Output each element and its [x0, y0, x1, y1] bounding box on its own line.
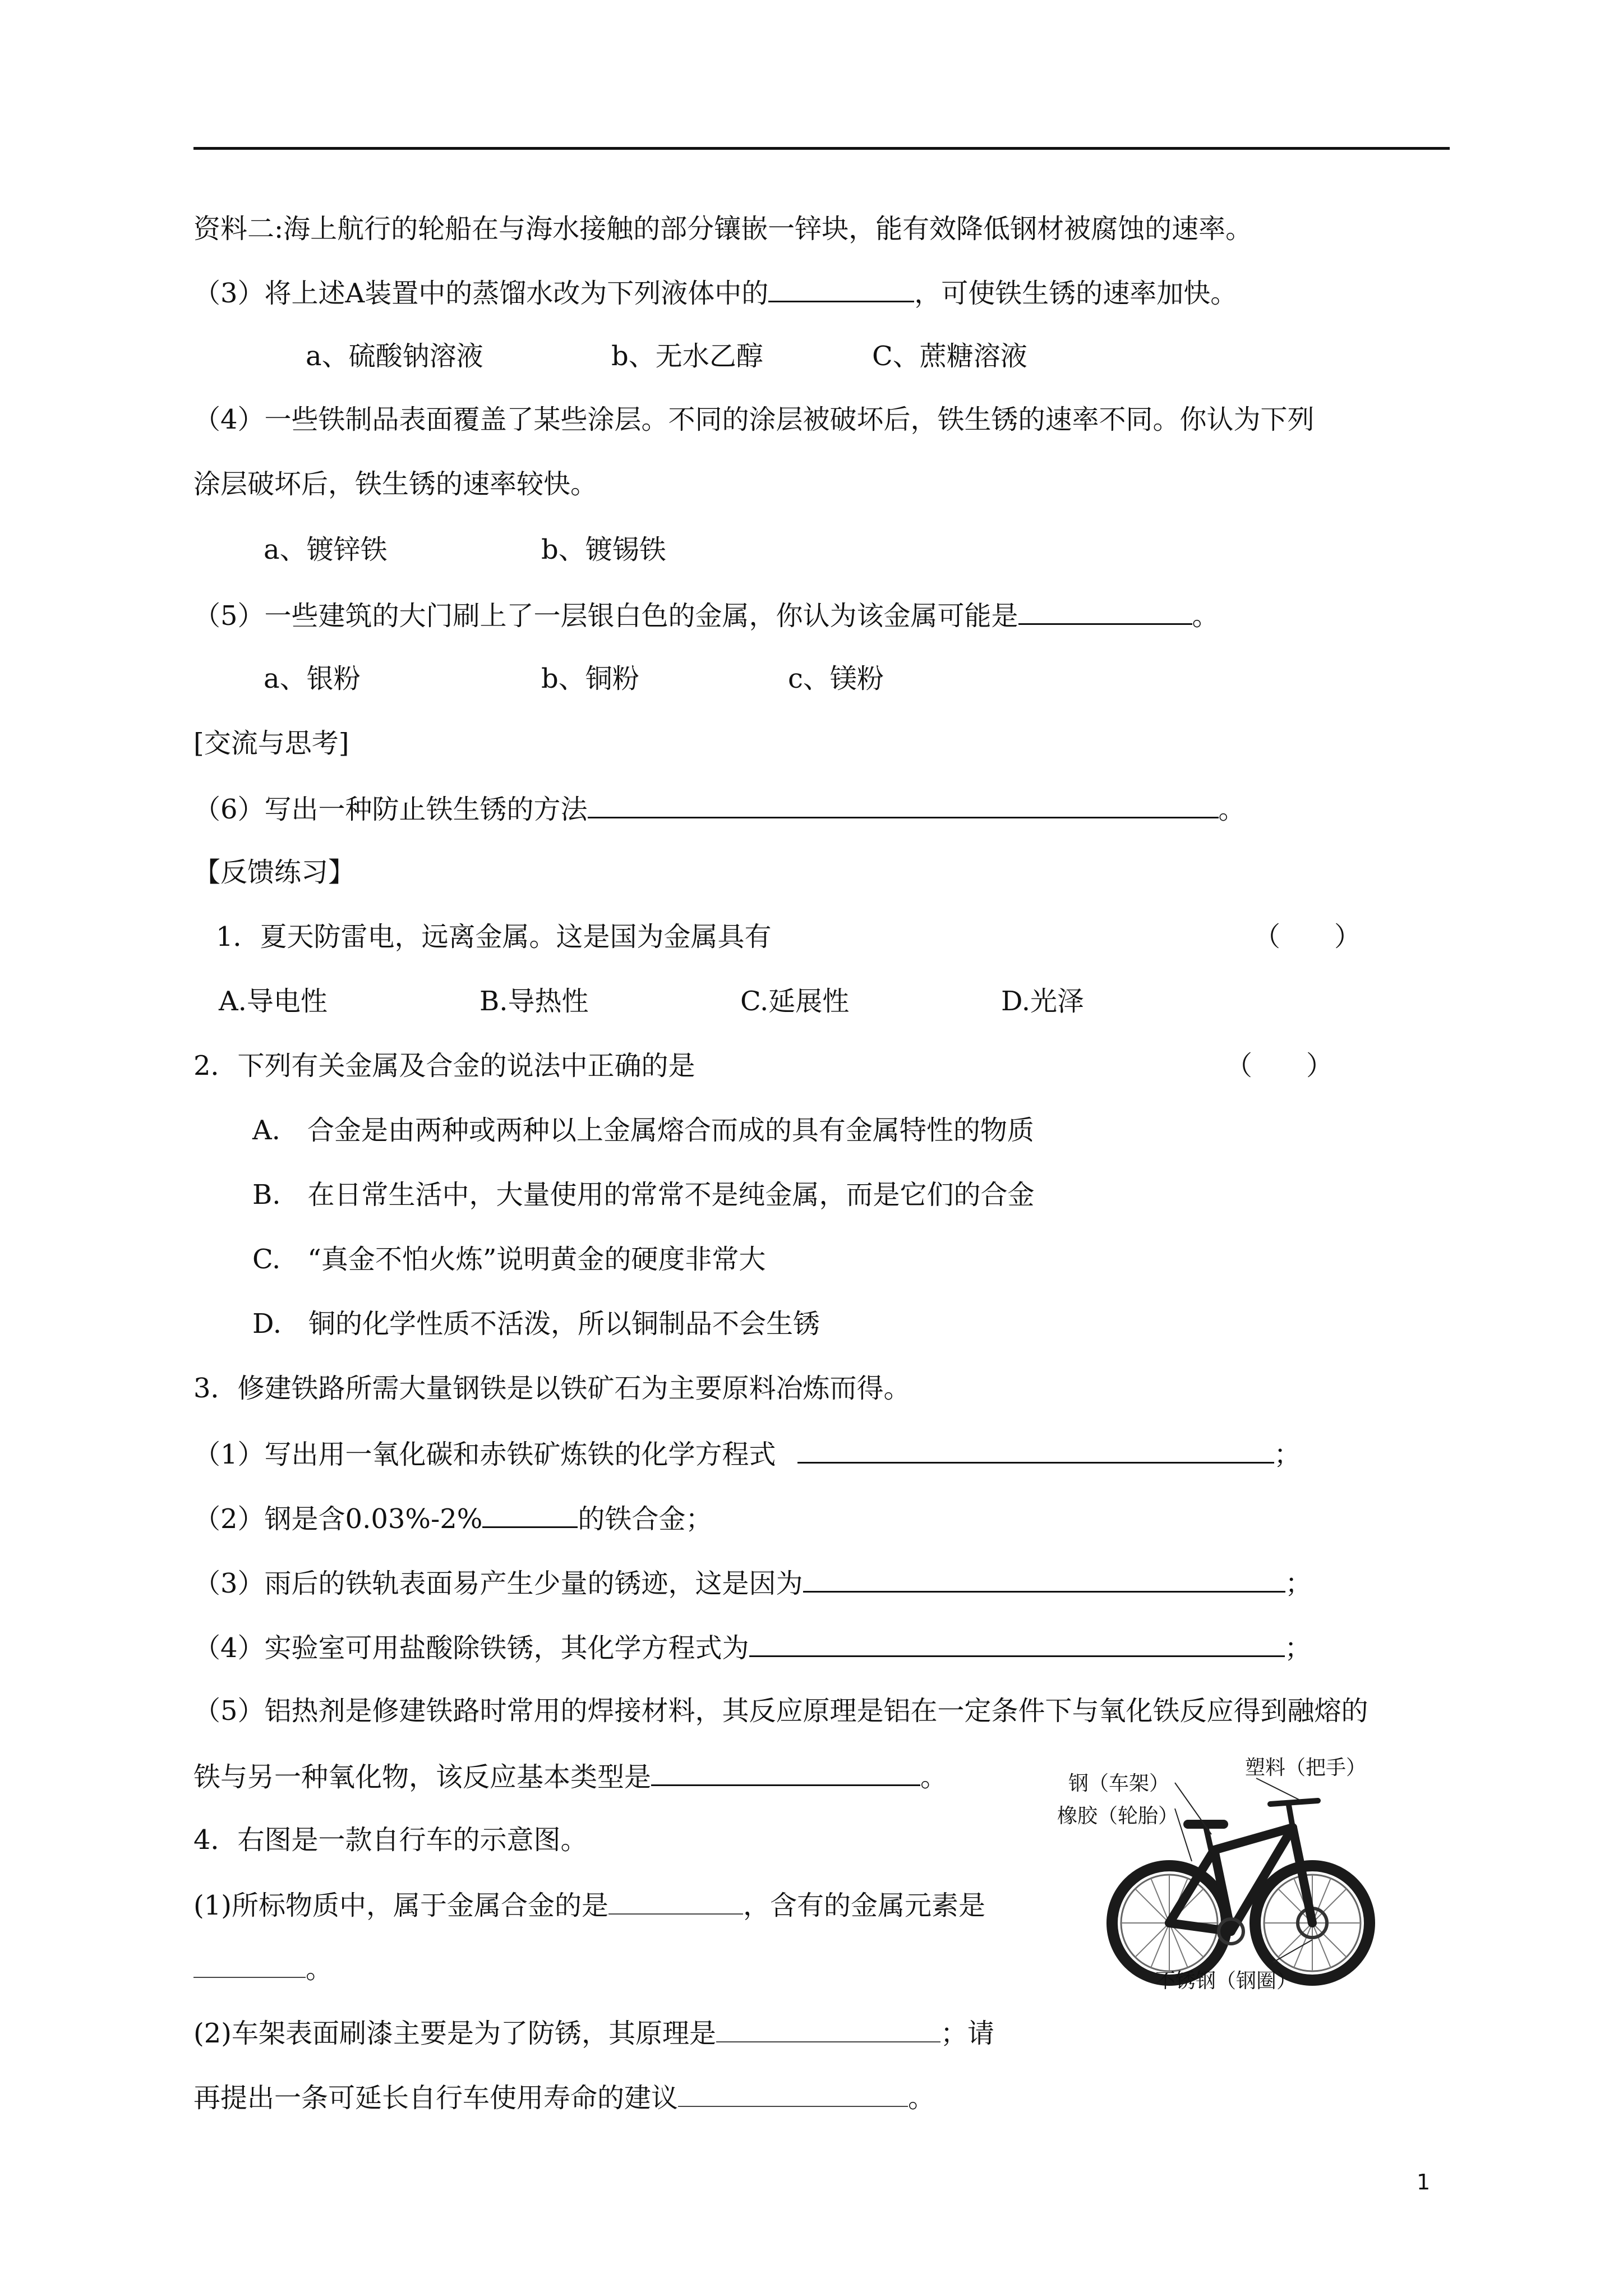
p4s1-text-end: 。: [306, 1953, 333, 1985]
question-4-line2: 涂层破坏后，铁生锈的速率较快。: [193, 468, 598, 500]
practice-4-sub-2: [193, 2016, 994, 2050]
p4s2-text: (2)车架表面刷漆主要是为了防锈，其原理是: [193, 2018, 716, 2049]
q3-option-c: C、蔗糖溶液: [872, 341, 1027, 372]
practice-4-sub-1-cont: [193, 1951, 333, 1986]
label-rubber-tire: 橡胶（轮胎）: [1057, 1805, 1179, 1828]
p1-option-a: A.导电性: [219, 986, 328, 1017]
practice-3-sub-3: [193, 1565, 1312, 1600]
p3s5-text-after: 。: [920, 1761, 948, 1793]
q3-option-a: a、硫酸钠溶液: [306, 341, 483, 372]
practice-2: 2．下列有关金属及合金的说法中正确的是: [193, 1050, 695, 1082]
practice-1: 1．夏天防雷电，远离金属。这是国为金属具有: [216, 921, 772, 953]
q5-text: （5）一些建筑的大门刷上了一层银白色的金属，你认为该金属可能是: [193, 600, 1018, 632]
bicycle-figure: [1057, 1756, 1391, 1996]
p3s4-answer-blank[interactable]: [749, 1630, 1285, 1657]
question-3: [193, 275, 1237, 310]
q5-option-a: a、银粉: [264, 663, 361, 694]
header-rule: [193, 147, 1450, 150]
q5-text-after: 。: [1192, 600, 1219, 632]
question-4-line1: （4）一些铁制品表面覆盖了某些涂层。不同的涂层被破坏后，铁生锈的速率不同。你认为下列: [193, 404, 1315, 435]
q4-option-a: a、镀锌铁: [264, 534, 388, 565]
practice-1-answer-paren[interactable]: （ ）: [1253, 921, 1362, 953]
discussion-heading: [交流与思考]: [193, 728, 349, 759]
p4s1-text: (1)所标物质中，属于金属合金的是: [193, 1890, 608, 1921]
p3s5-answer-blank[interactable]: [651, 1759, 920, 1786]
p3s3-answer-blank[interactable]: [803, 1565, 1285, 1593]
p3s3-text: （3）雨后的铁轨表面易产生少量的锈迹，这是因为: [193, 1568, 803, 1599]
p3s1-text-after: ；: [1274, 1439, 1301, 1470]
q5-answer-blank[interactable]: [1018, 597, 1192, 625]
practice-4-stem: 4．右图是一款自行车的示意图。: [193, 1824, 588, 1856]
practice-2-answer-paren[interactable]: （ ）: [1225, 1050, 1334, 1082]
p3s2-text: （2）钢是含0.03%-2%: [193, 1503, 483, 1535]
p4s2-text-2: 再提出一条可延长自行车使用寿命的建议: [193, 2082, 679, 2114]
q4-option-b: b、镀锡铁: [541, 534, 666, 565]
p3s1-text: （1）写出用一氧化碳和赤铁矿炼铁的化学方程式: [193, 1439, 776, 1470]
p3s4-text-after: ；: [1284, 1632, 1312, 1664]
p1-option-c: C.延展性: [740, 986, 850, 1017]
practice-4-sub-2-line2: [193, 2080, 935, 2115]
p4s1-answer-blank-1[interactable]: [608, 1888, 743, 1915]
material-two: 资料二:海上航行的轮船在与海水接触的部分镶嵌一锌块，能有效降低钢材被腐蚀的速率。: [193, 213, 1253, 245]
label-plastic-handle: 塑料（把手）: [1245, 1756, 1367, 1779]
p4s2-answer-blank-1[interactable]: [716, 2016, 940, 2042]
q3-answer-blank[interactable]: [768, 275, 914, 302]
p3s2-text-after: 的铁合金；: [578, 1503, 713, 1535]
q3-option-b: b、无水乙醇: [611, 341, 763, 372]
p2-option-a: A. 合金是由两种或两种以上金属熔合而成的具有金属特性的物质: [252, 1115, 1034, 1146]
q6-text-after: 。: [1218, 794, 1246, 825]
p4s2-answer-blank-2[interactable]: [678, 2080, 908, 2107]
q6-text: （6）写出一种防止铁生锈的方法: [193, 794, 588, 825]
q3-text-after: ，可使铁生锈的速率加快。: [914, 278, 1238, 309]
practice-3-sub-1: [193, 1436, 1301, 1471]
practice-3-stem: 3．修建铁路所需大量钢铁是以铁矿石为主要原料冶炼而得。: [193, 1373, 911, 1404]
practice-4-sub-1: [193, 1888, 985, 1922]
q6-answer-blank[interactable]: [588, 791, 1219, 818]
p3s1-answer-blank[interactable]: [797, 1436, 1274, 1464]
p3s4-text: （4）实验室可用盐酸除铁锈，其化学方程式为: [193, 1632, 749, 1664]
practice-3-sub-2: [193, 1501, 712, 1536]
practice-3-sub-5-line1: （5）铝热剂是修建铁路时常用的焊接材料，其反应原理是铝在一定条件下与氧化铁反应得到融熔的: [193, 1695, 1368, 1727]
p4s2-text-mid: ；请: [940, 2018, 995, 2049]
practice-3-sub-5-line2: [193, 1759, 947, 1794]
p2-option-b: B. 在日常生活中，大量使用的常常不是纯金属，而是它们的合金: [252, 1179, 1035, 1211]
p3s2-answer-blank[interactable]: [482, 1501, 578, 1528]
page-number: 1: [1417, 2170, 1431, 2194]
p4s1-text-mid: ，含有的金属元素是: [743, 1890, 986, 1921]
p4s2-text-end: 。: [908, 2082, 935, 2114]
p4s1-answer-blank-2[interactable]: [193, 1951, 306, 1978]
q5-option-b: b、铜粉: [541, 663, 639, 694]
practice-3-sub-4: [193, 1630, 1312, 1665]
p1-option-d: D.光泽: [1001, 986, 1085, 1017]
label-stainless-rim: 不锈钢（钢圈）: [1155, 1970, 1297, 1993]
question-6: [193, 791, 1246, 826]
feedback-heading: 【反馈练习】: [193, 857, 356, 888]
p2-option-c: C. “真金不怕火炼”说明黄金的硬度非常大: [252, 1244, 766, 1275]
p3s3-text-after: ；: [1285, 1568, 1312, 1599]
p1-option-b: B.导热性: [479, 986, 589, 1017]
q5-option-c: c、镁粉: [788, 663, 884, 694]
question-5: [193, 597, 1219, 633]
q3-text: （3）将上述A装置中的蒸馏水改为下列液体中的: [193, 278, 769, 309]
p3s5-text: 铁与另一种氧化物，该反应基本类型是: [193, 1761, 652, 1793]
p2-option-d: D. 铜的化学性质不活泼，所以铜制品不会生锈: [252, 1308, 820, 1340]
label-steel-frame: 钢（车架）: [1068, 1772, 1170, 1795]
